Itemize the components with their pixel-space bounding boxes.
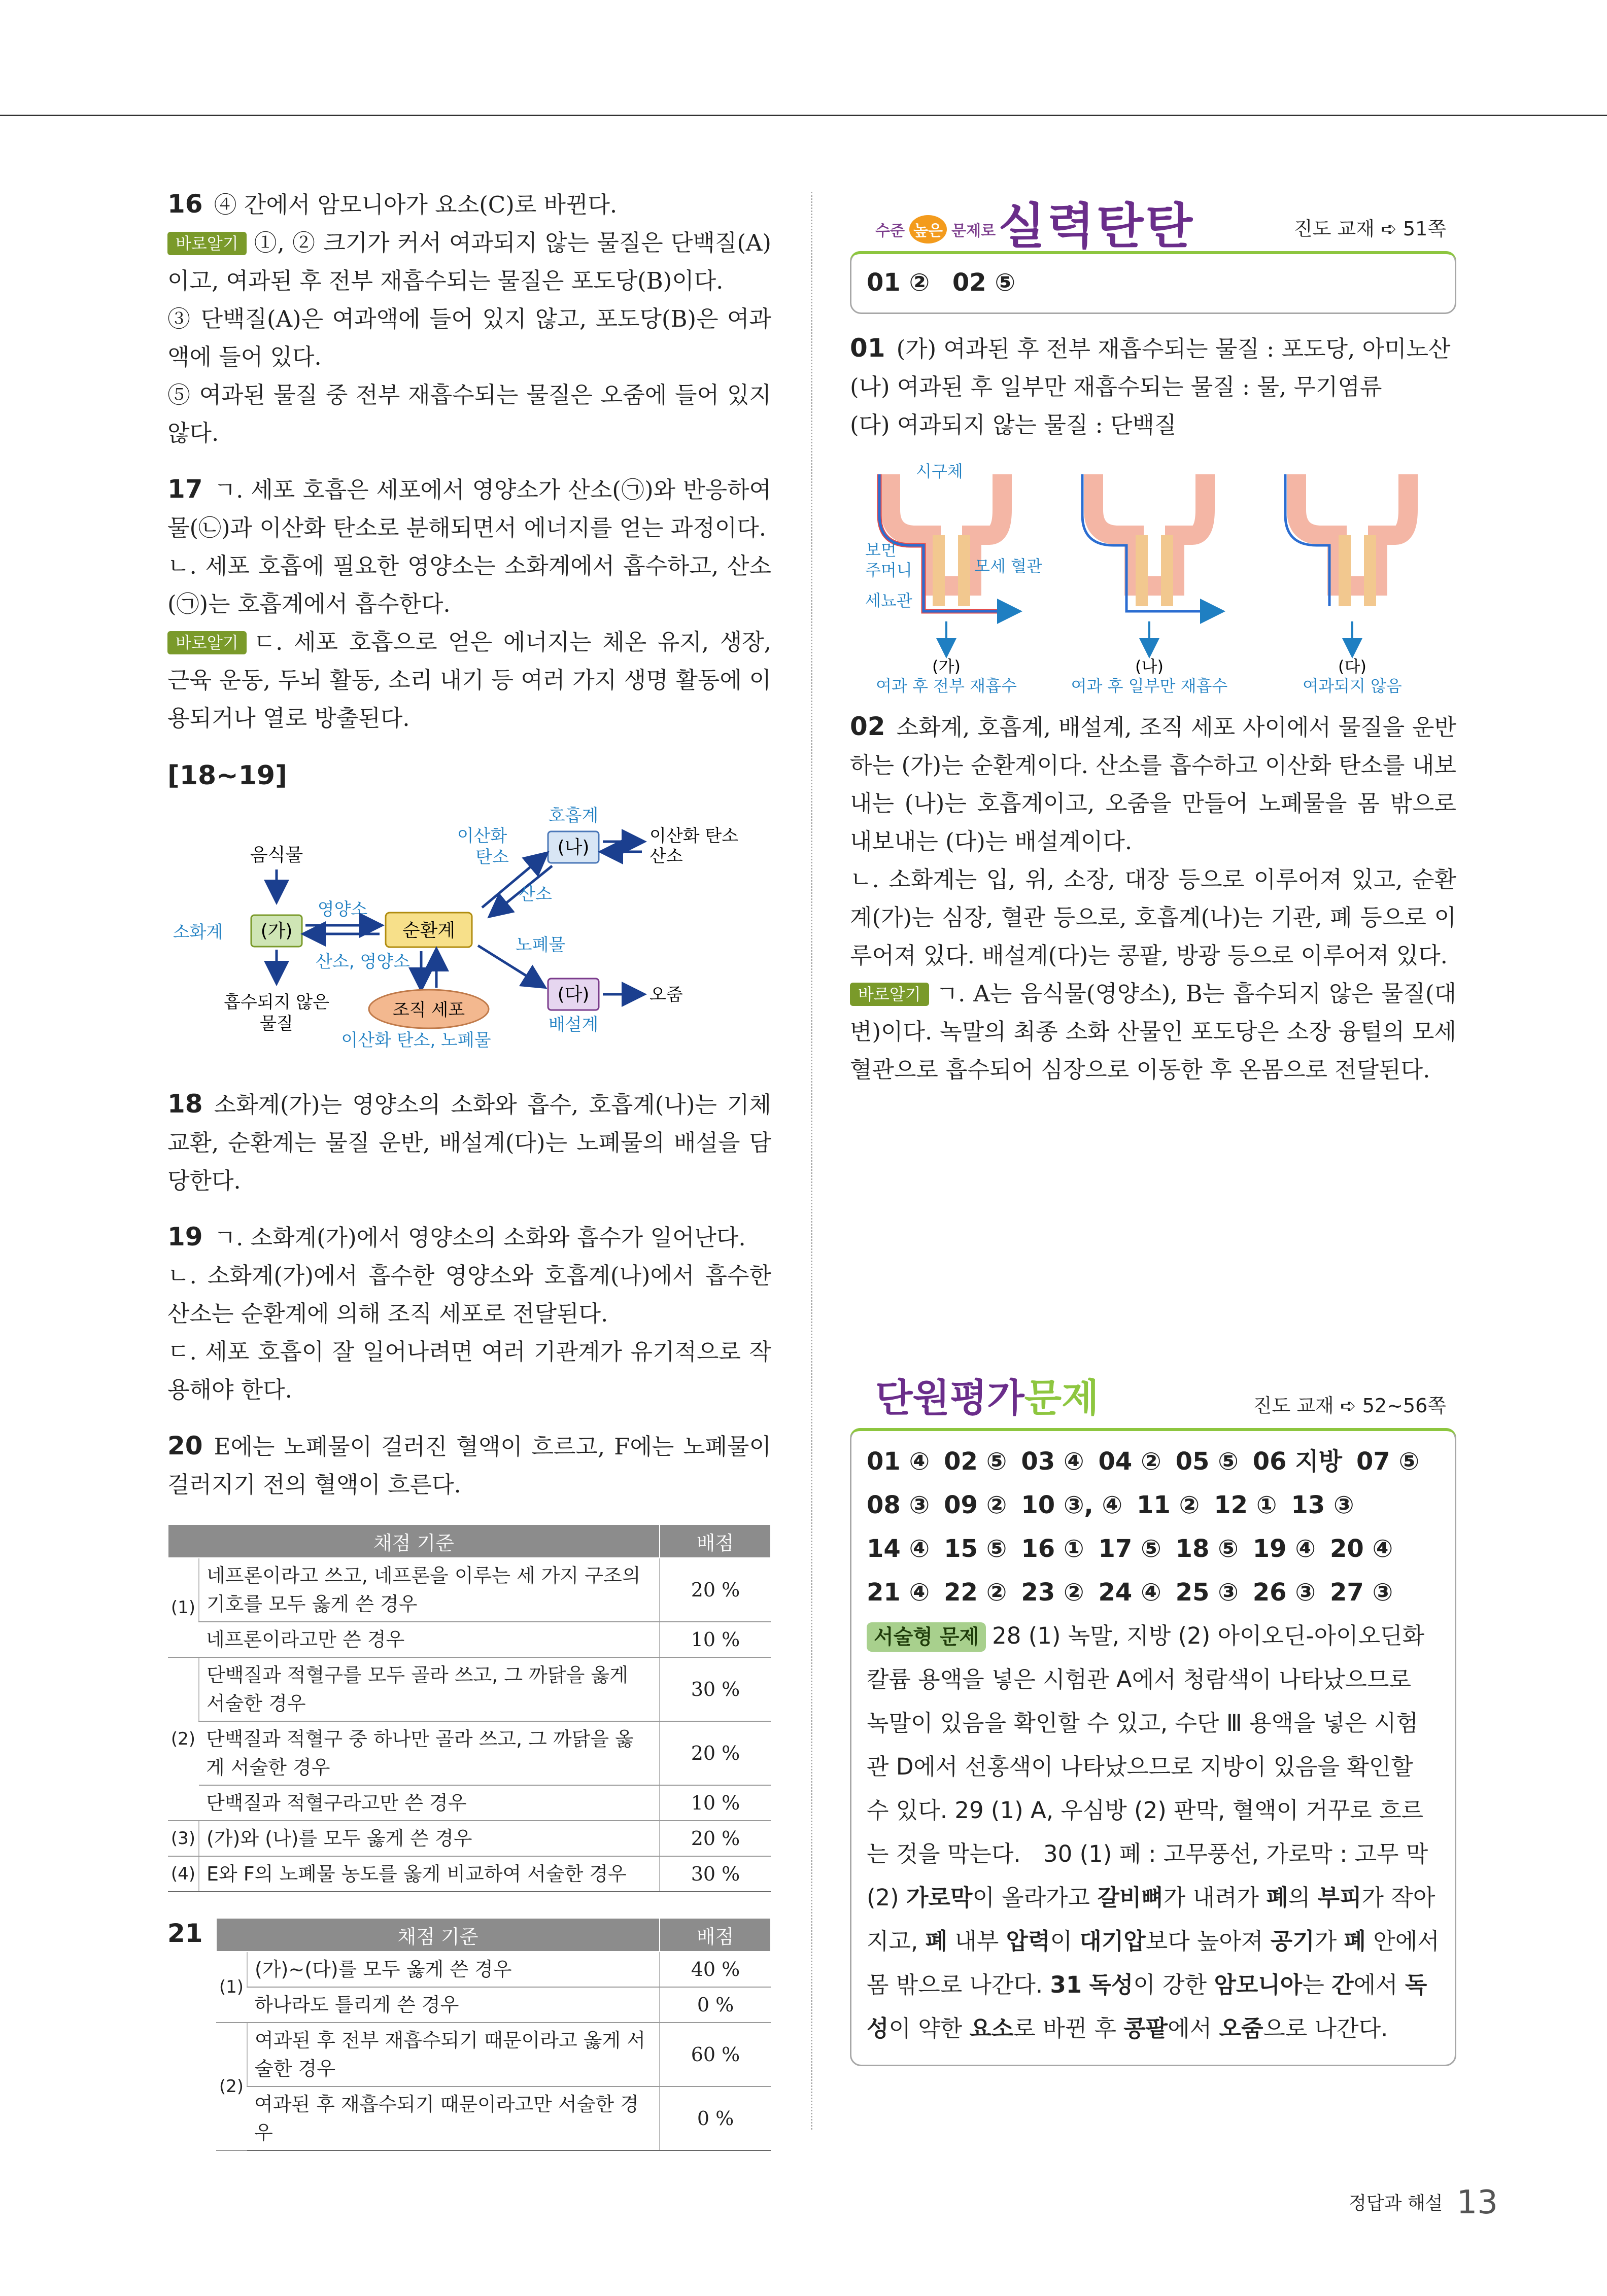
answer-item: 01 ④ [867,1447,930,1476]
column-divider [811,192,812,2130]
answer-21: 21 채점 기준 배점 (1) (가)~(다)를 모두 옳게 쓴 경우 40 % 하나라도 틀리게 쓴 경우 0 % (2) 여과된 후 전부 재흡수되기 때문이라고 옳게 서술한 경우 60 % 여과된 후 재흡수되기 때문이라고만 서술한 경우 0 % [167,1918,771,2151]
answer-19: 19 ㄱ. 소화계(가)에서 영양소의 소화와 흡수가 일어난다. ㄴ. 소화계(가)에서 흡수한 영양소와 호흡계(나)에서 흡수한 산소는 순환계에 의해 조직 세포로 전달된다. ㄷ. 세포 호흡이 잘 일어나려면 여러 기관계가 유기적으로 작용해야 한다. [167,1222,771,1403]
answer-item: 14 ④ [867,1535,930,1563]
label-respiratory: 호흡계 [548,806,599,826]
table-row: 여과된 후 재흡수되기 때문이라고만 서술한 경우 0 % [216,2086,771,2150]
caption-ga: 여과 후 전부 재흡수 [876,676,1017,695]
answer-item: 08 ③ [867,1491,930,1519]
section-header-skill: 수준 높은 문제로 실력탄탄 진도 교재 ➪ 51쪽 [875,198,1446,255]
table-row: 하나라도 틀리게 쓴 경우 0 % [216,1987,771,2023]
baro-tag: 바로알기 [167,232,247,255]
answer-item: 11 ② [1137,1491,1200,1519]
left-column [167,185,771,2151]
table-header: 채점 기준 [216,1918,660,1952]
label-undigested: 흡수되지 않은 [224,992,329,1013]
right-column [850,180,1456,2042]
answer-item: 07 ⑤ [1356,1447,1420,1476]
answer-item: 22 ② [944,1578,1007,1607]
label-o2-out: 산소 [649,846,683,866]
svg-text:물질: 물질 [260,1014,293,1034]
label-waste: 노폐물 [515,935,566,955]
caption-na: 여과 후 일부만 재흡수 [1071,676,1228,695]
svg-text:탄소: 탄소 [475,847,509,867]
answer-box-unit [850,1428,1456,2066]
label-nutrient: 영양소 [317,899,368,920]
answer-item: 17 ⑤ [1098,1535,1161,1563]
answer-item: 16 ① [1021,1535,1084,1563]
section-header-unit: 단원평가문제 진도 교재 ➪ 52~56쪽 [875,1375,1446,1420]
label-tubule: 세뇨관 [865,591,912,610]
svg-text:(나): (나) [557,837,590,858]
answer-item: 15 ⑤ [944,1535,1007,1563]
answer-17: 17 ㄱ. 세포 호흡은 세포에서 영양소가 산소(㉠)와 반응하여 물(㉡)과 이산화 탄소로 분해되면서 에너지를 얻는 과정이다. ㄴ. 세포 호흡에 필요한 영양소는 소화계에서 흡수하고, 산소(㉠)는 호흡계에서 흡수한다. 바로알기 ㄷ. 세포 호흡으로 얻은 에너지는 체온 유지, 생장, 근육 운동, 두뇌 활동, 소리 내기 등 여러 가지 생명 활동에 이용되거나 열로 방출된다. [167,474,771,732]
section-title: 실력탄탄 [998,198,1195,255]
svg-text:(다): (다) [1338,657,1366,676]
table-row: (3) (가)와 (나)를 모두 옳게 쓴 경우 20 % [168,1821,771,1856]
organ-system-diagram [167,801,771,1065]
baro-tag: 바로알기 [167,631,247,654]
svg-text:순환계: 순환계 [402,920,456,941]
answer-item: 10 ③, ④ [1021,1491,1123,1519]
svg-text:주머니: 주머니 [865,561,912,580]
table-row: 단백질과 적혈구 중 하나만 골라 쓰고, 그 까닭을 옳게 서술한 경우 20 % [168,1721,771,1785]
answer-01: 01 (가) 여과된 후 전부 재흡수되는 물질 : 포도당, 아미노산 (나) 여과된 후 일부만 재흡수되는 물질 : 물, 무기염류 (다) 여과되지 않는 물질 : 단백질 [850,333,1451,438]
answer-item: 19 ④ [1252,1535,1316,1563]
section-label: [18~19] [167,760,287,791]
label-capillary: 모세 혈관 [974,556,1042,576]
answer-item: 25 ③ [1175,1578,1239,1607]
answer-02: 02 소화계, 호흡계, 배설계, 조직 세포 사이에서 물질을 운반하는 (가)는 순환계이다. 산소를 흡수하고 이산화 탄소를 내보내는 (나)는 호흡계이고, 오줌을 만들어 노폐물을 몸 밖으로 내보내는 (다)는 배설계이다. ㄴ. 소화계는 입, 위, 소장, 대장 등으로 이루어져 있고, 순환계(가)는 심장, 혈관 등으로, 호흡계(나)는 기관, 폐 등으로 이루어져 있다. 배설계(다)는 콩팥, 방광 등으로 이루어져 있다. 바로알기 ㄱ. A는 음식물(영양소), B는 흡수되지 않은 물질(대변)이다. 녹말의 최종 소화 산물인 포도당은 소장 융털의 모세 혈관으로 흡수되어 심장으로 이동한 후 온몸으로 전달된다. [850,712,1456,1083]
answer-item: 26 ③ [1252,1578,1316,1607]
caption-da: 여과되지 않음 [1303,676,1402,695]
footer-label: 정답과 해설 [1349,2193,1443,2214]
answer-item: 05 ⑤ [1175,1447,1239,1476]
header-rule [0,115,1607,116]
answer-item: 27 ③ [1329,1578,1393,1607]
answer-item: 18 ⑤ [1175,1535,1239,1563]
answer-item: 12 ① [1214,1491,1277,1519]
label-food: 음식물 [250,845,303,865]
answer-box-skill [850,251,1456,314]
essay-answers: 서술형 문제 28 (1) 녹말, 지방 (2) 아이오딘-아이오딘화 칼륨 용액을 넣은 시험관 A에서 청람색이 나타났으므로 녹말이 있음을 확인할 수 있고, 수단 Ⅲ 용액을 넣은 시험관 D에서 선홍색이 나타났으므로 지방이 있음을 확인할 수 있다. 29 (1) A, 우심방 (2) 판막, 혈액이 거꾸로 흐르는 것을 막는다. 30 (1) 폐 : 고무풍선, 가로막 : 고무 막 (2) 가로막이 올라가고 갈비뼈가 내려가 폐의 부피가 작아지고, 폐 내부 압력이 대기압보다 높아져 공기가 폐 안에서 몸 밖으로 나간다. 31 독성이 강한 암모니아는 간에서 독성이 약한 요소로 바뀐 후 콩팥에서 오줌으로 나간다. [867,1622,1440,2042]
answer-item: 09 ② [944,1491,1007,1519]
answer-item: 20 ④ [1329,1535,1393,1563]
answer-item: 23 ② [1021,1578,1084,1607]
answer-item: 21 ④ [867,1578,930,1607]
answer-item: 13 ③ [1291,1491,1354,1519]
page-number: 13 [1456,2184,1498,2221]
textbook-ref: 진도 교재 ➪ 51쪽 [1294,218,1446,240]
scoring-table-20 [167,1524,771,1892]
label-digestive: 소화계 [173,922,223,943]
answer-item: 03 ④ [1021,1447,1084,1476]
svg-text:조직 세포: 조직 세포 [392,1000,465,1020]
answer-20: 20 E에는 노폐물이 걸러진 혈액이 흐르고, F에는 노폐물이 걸러지기 전의 혈액이 흐른다. [167,1431,771,1498]
baro-tag: 바로알기 [850,983,929,1006]
nephron-na [1082,474,1220,654]
scoring-table-21 [216,1918,771,2151]
table-row: (1) (가)~(다)를 모두 옳게 쓴 경우 40 % [216,1952,771,1987]
table-row: 단백질과 적혈구라고만 쓴 경우 10 % [168,1785,771,1821]
table-row: (2) 단백질과 적혈구를 모두 골라 쓰고, 그 까닭을 옳게 서술한 경우 30 % [168,1657,771,1721]
label-o2: 산소 [519,884,552,905]
label-o2-nutrient: 산소, 영양소 [316,952,410,972]
table-header: 배점 [660,1524,771,1558]
svg-text:(가): (가) [260,921,293,942]
answer-item: 01 ② [867,268,930,297]
table-row: (2) 여과된 후 전부 재흡수되기 때문이라고 옳게 서술한 경우 60 % [216,2023,771,2086]
label-co2-waste: 이산화 탄소, 노폐물 [341,1030,491,1051]
answer-item: 02 ⑤ [952,268,1016,297]
answer-item: 24 ④ [1098,1578,1161,1607]
svg-text:(나): (나) [1135,657,1164,676]
answer-item: 06 지방 [1252,1447,1343,1476]
svg-text:(가): (가) [932,657,961,676]
badge-high: 높은 [909,215,947,243]
svg-text:시구체: 시구체 [916,462,963,481]
nephron-da [1285,474,1408,654]
label-excretory: 배설계 [548,1015,599,1035]
table-row: (1) 네프론이라고 쓰고, 네프론을 이루는 세 가지 구조의 기호를 모두 옳게 쓴 경우 20 % [168,1558,771,1622]
label-co2-up: 이산화 [457,826,507,846]
essay-tag: 서술형 문제 [867,1622,986,1652]
svg-text:(다): (다) [557,984,590,1005]
table-row: (4) E와 F의 노폐물 농도를 옳게 비교하여 서술한 경우 30 % [168,1856,771,1892]
table-header: 채점 기준 [168,1524,660,1558]
label-co2-out: 이산화 탄소 [649,826,739,846]
table-row: 네프론이라고만 쓴 경우 10 % [168,1622,771,1657]
table-header: 배점 [660,1918,771,1952]
page-footer [1349,2184,1498,2221]
answer-16: 16 ④ 간에서 암모니아가 요소(C)로 바뀐다. 바로알기 ①, ② 크기가 커서 여과되지 않는 물질은 단백질(A)이고, 여과된 후 전부 재흡수되는 물질은 포도당(B)이다. ③ 단백질(A)은 여과액에 들어 있지 않고, 포도당(B)은 여과액에 들어 있다. ⑤ 여과된 물질 중 전부 재흡수되는 물질은 오줌에 들어 있지 않다. [167,189,771,446]
label-urine: 오줌 [649,985,683,1005]
nephron-ga [865,462,1042,611]
answer-18: 18 소화계(가)는 영양소의 소화와 흡수, 호흡계(나)는 기체 교환, 순환계는 물질 운반, 배설계(다)는 노폐물의 배설을 담당한다. [167,1089,771,1194]
answer-item: 04 ② [1098,1447,1161,1476]
section-title: 단원평가 [875,1375,1024,1420]
textbook-ref: 진도 교재 ➪ 52~56쪽 [1253,1395,1446,1417]
nephron-diagram [850,454,1456,698]
unit-test-section [850,1367,1456,2066]
answer-item: 02 ⑤ [944,1447,1007,1476]
label-bowman: 보먼 [865,540,897,560]
